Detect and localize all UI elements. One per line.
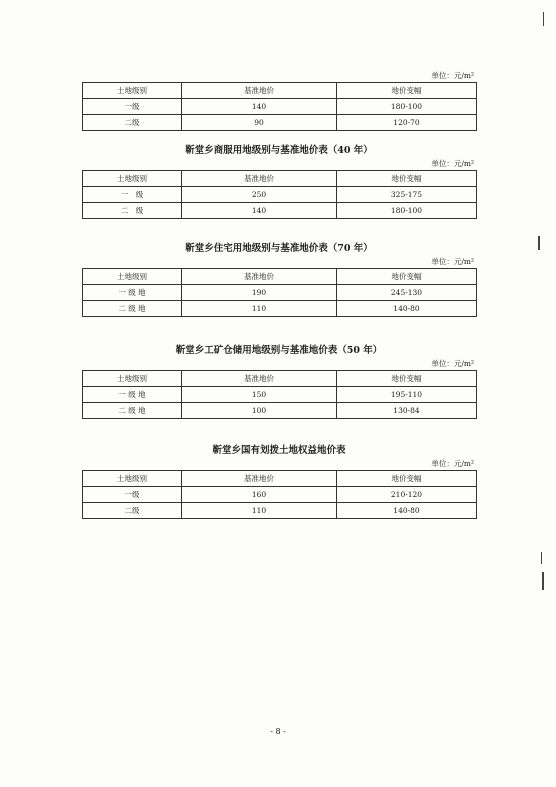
table-row bbox=[83, 403, 477, 419]
table-row bbox=[83, 301, 477, 317]
header-cell: 地价变幅 bbox=[337, 471, 477, 487]
table-cell: 140 bbox=[182, 203, 337, 219]
table-cell: 140-80 bbox=[337, 301, 477, 317]
header-cell: 土地级别 bbox=[83, 269, 182, 285]
header-cell: 地价变幅 bbox=[337, 83, 477, 99]
table-block-1 bbox=[82, 144, 476, 219]
unit-label: 单位：元/m² bbox=[431, 459, 474, 468]
table-cell: 150 bbox=[182, 387, 337, 403]
table-cell: 一 级 bbox=[83, 187, 182, 203]
table-cell: 250 bbox=[182, 187, 337, 203]
scan-mark bbox=[543, 12, 544, 26]
header-cell: 基准地价 bbox=[182, 171, 337, 187]
table-cell: 190 bbox=[182, 285, 337, 301]
unit-label: 单位：元/m² bbox=[431, 159, 474, 168]
table-row bbox=[83, 187, 477, 203]
header-cell: 土地级别 bbox=[83, 371, 182, 387]
table-header-row bbox=[83, 171, 477, 187]
table-row bbox=[83, 487, 477, 503]
table-row bbox=[83, 99, 477, 115]
scan-mark bbox=[538, 236, 540, 250]
header-cell: 基准地价 bbox=[182, 371, 337, 387]
table-cell: 二 级 bbox=[83, 203, 182, 219]
table-cell: 110 bbox=[182, 503, 337, 519]
header-cell: 地价变幅 bbox=[337, 371, 477, 387]
table-cell: 110 bbox=[182, 301, 337, 317]
table-cell: 245-130 bbox=[337, 285, 477, 301]
unit-label: 单位：元/m² bbox=[431, 257, 474, 266]
table-title: 靳堂乡工矿仓储用地级别与基准地价表（50 年） bbox=[175, 345, 383, 356]
header-cell: 地价变幅 bbox=[337, 171, 477, 187]
table-cell: 160 bbox=[182, 487, 337, 503]
table-block-0 bbox=[82, 70, 476, 131]
header-cell: 土地级别 bbox=[83, 83, 182, 99]
table-header-row bbox=[83, 471, 477, 487]
table-row bbox=[83, 387, 477, 403]
table-block-3 bbox=[82, 344, 476, 419]
table-cell: 180-100 bbox=[337, 203, 477, 219]
header-cell: 基准地价 bbox=[182, 269, 337, 285]
table-header-row bbox=[83, 269, 477, 285]
table-block-4 bbox=[82, 444, 476, 519]
table-header-row bbox=[83, 371, 477, 387]
table-cell: 120-70 bbox=[337, 115, 477, 131]
table-row bbox=[83, 203, 477, 219]
table-cell: 140 bbox=[182, 99, 337, 115]
table-cell: 二 级 地 bbox=[83, 301, 182, 317]
table-cell: 100 bbox=[182, 403, 337, 419]
header-cell: 土地级别 bbox=[83, 171, 182, 187]
land-price-table-3 bbox=[82, 370, 477, 419]
scan-mark bbox=[542, 572, 544, 590]
table-cell: 180-100 bbox=[337, 99, 477, 115]
table-cell: 90 bbox=[182, 115, 337, 131]
table-cell: 140-80 bbox=[337, 503, 477, 519]
land-price-table-4 bbox=[82, 470, 477, 519]
table-row bbox=[83, 503, 477, 519]
table-title: 靳堂乡住宅用地级别与基准地价表（70 年） bbox=[185, 243, 373, 254]
header-cell: 土地级别 bbox=[83, 471, 182, 487]
page-number: - 8 - bbox=[270, 727, 286, 736]
table-cell: 195-110 bbox=[337, 387, 477, 403]
header-cell: 基准地价 bbox=[182, 83, 337, 99]
table-cell: 二 级 地 bbox=[83, 403, 182, 419]
table-cell: 325-175 bbox=[337, 187, 477, 203]
land-price-table-0 bbox=[82, 82, 477, 131]
table-cell: 130-84 bbox=[337, 403, 477, 419]
table-cell: 一 级 地 bbox=[83, 387, 182, 403]
table-row bbox=[83, 285, 477, 301]
table-cell: 二级 bbox=[83, 503, 182, 519]
table-cell: 二级 bbox=[83, 115, 182, 131]
table-row bbox=[83, 115, 477, 131]
table-cell: 一 级 地 bbox=[83, 285, 182, 301]
scan-mark bbox=[541, 552, 542, 564]
table-title: 靳堂乡国有划拨土地权益地价表 bbox=[212, 445, 346, 456]
header-cell: 基准地价 bbox=[182, 471, 337, 487]
land-price-table-1 bbox=[82, 170, 477, 219]
table-header-row bbox=[83, 83, 477, 99]
table-title: 靳堂乡商服用地级别与基准地价表（40 年） bbox=[185, 145, 373, 156]
land-price-table-2 bbox=[82, 268, 477, 317]
table-block-2 bbox=[82, 242, 476, 317]
table-cell: 210-120 bbox=[337, 487, 477, 503]
header-cell: 地价变幅 bbox=[337, 269, 477, 285]
unit-label: 单位：元/m² bbox=[431, 359, 474, 368]
table-cell: 一级 bbox=[83, 487, 182, 503]
table-cell: 一级 bbox=[83, 99, 182, 115]
unit-label: 单位：元/m² bbox=[431, 71, 474, 80]
